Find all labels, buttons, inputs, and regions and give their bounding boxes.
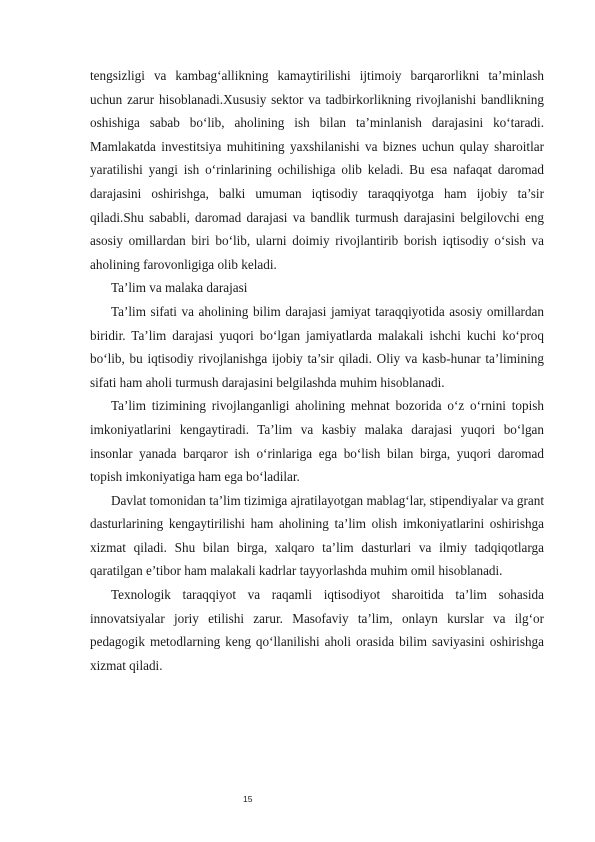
- document-body: [90, 64, 544, 677]
- paragraph-2: Ta’lim sifati va aholining bilim darajasi jamiyat taraqqiyotida asosiy omillardan biridir. Ta’lim darajasi yuqori bo‘lgan jamiyatlarda malakali ishchi kuchi ko‘proq bo‘lib, bu iqtisodiy rivojlanishga ijobiy ta’sir qiladi. Oliy va kasb-hunar ta’limining sifati ham aholi turmush darajasini belgilashda muhim hisoblanadi.: [90, 303, 544, 390]
- page-number: 15: [243, 794, 253, 804]
- paragraph-4: Davlat tomonidan ta’lim tizimiga ajratilayotgan mablag‘lar, stipendiyalar va grant dasturlarining kengaytirilishi ham aholining ta’lim olish imkoniyatlarini oshirishga xizmat qiladi. Shu bilan birga, xalqaro ta’lim dasturlari va ilmiy tadqiqotlarga qaratilgan e’tibor ham malakali kadrlar tayyorlashda muhim omil hisoblanadi.: [90, 492, 544, 579]
- section-heading: Ta’lim va malaka darajasi: [111, 280, 248, 296]
- paragraph-5: Texnologik taraqqiyot va raqamli iqtisodiyot sharoitida ta’lim sohasida innovatsiyalar joriy etilishi zarur. Masofaviy ta’lim, onlayn kurslar va ilg‘or pedagogik metodlarning keng qo‘llanilishi aholi orasida bilim saviyasini oshirishga xizmat qiladi.: [90, 587, 544, 673]
- paragraph-1: tengsizligi va kambag‘allikning kamaytirilishi ijtimoiy barqarorlikni ta’minlash uchun zarur hisoblanadi.Xususiy sektor va tadbirkorlikning rivojlanishi bandlikning oshishiga sabab bo‘lib, aholining ish bilan ta’minlanish darajasini ko‘taradi. Mamlakatda investitsiya muhitining yaxshilanishi va biznes uchun qulay sharoitlar yaratilishi yangi ish o‘rinlarining ochilishiga olib keladi. Bu esa nafaqat daromad darajasini oshirishga, balki umuman iqtisodiy taraqqiyotga ham ijobiy ta’sir qiladi.Shu sababli, daromad darajasi va bandlik turmush darajasini belgilovchi eng asosiy omillardan biri bo‘lib, ularni doimiy rivojlantirib borish iqtisodiy o‘sish va aholining farovonligiga olib keladi.: [90, 68, 544, 272]
- paragraph-3: Ta’lim tizimining rivojlanganligi aholining mehnat bozorida o‘z o‘rnini topish imkoniyatlarini kengaytiradi. Ta’lim va kasbiy malaka darajasi yuqori bo‘lgan insonlar yanada barqaror ish o‘rinlariga ega bo‘lish bilan birga, yuqori daromad topish imkoniyatiga ham ega bo‘ladilar.: [90, 398, 544, 485]
